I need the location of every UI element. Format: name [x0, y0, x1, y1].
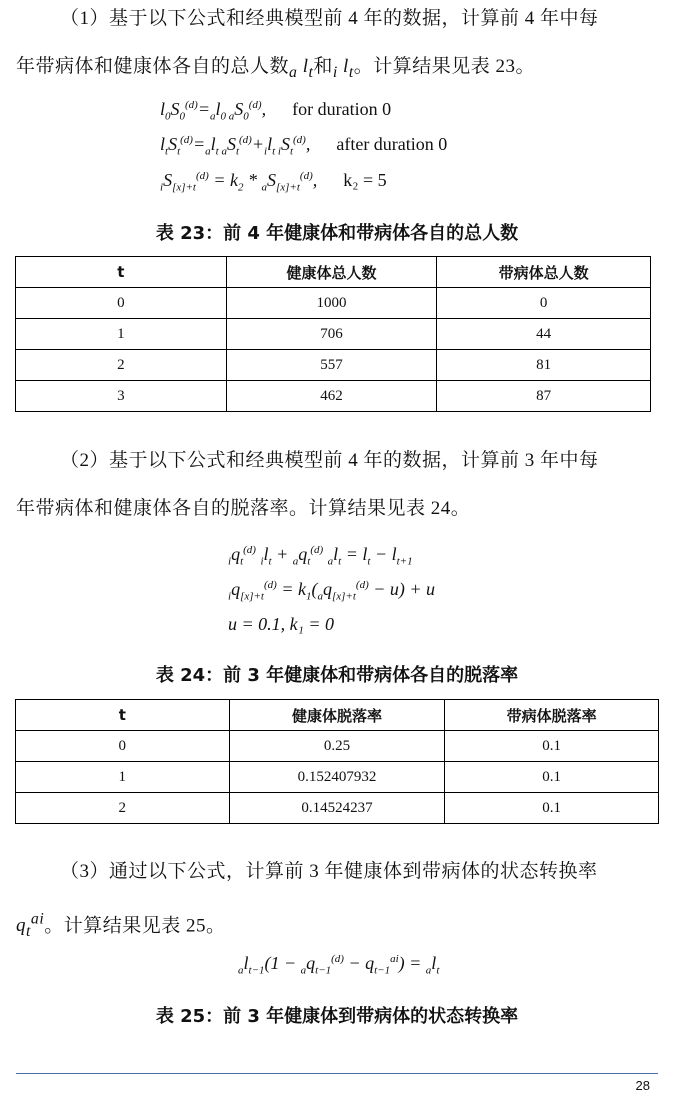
- table-cell: 462: [226, 381, 437, 412]
- column-header: 健康体脱落率: [229, 700, 445, 731]
- formula-6: u = 0.1, k₁ = 0: [228, 614, 335, 634]
- table-cell: 3: [16, 381, 227, 412]
- paragraph-text: （1）基于以下公式和经典模型前 4 年的数据，计算前 4 年中每: [60, 8, 599, 29]
- formula-4: $_iq_t^{(d)}$ $_il_t + _aq_t^{(d)}$ $_al_t = l_t - l_{t+1}$: [228, 544, 413, 568]
- formula-3: $_iS_{[x]+t}^{(d)} = k_2 * _aS_{[x]+t}^{(d)}$, k₂ = 5: [160, 170, 387, 194]
- table-24: [15, 699, 659, 824]
- table-row: [16, 350, 651, 381]
- formula-note: for duration 0: [292, 99, 392, 119]
- paragraph-3: （3）通过以下公式，计算前 3 年健康体到带病体的状态转换率 $q_t^{ai}$。计算结果见表 25。: [16, 861, 598, 941]
- table-caption: 表 24：前 3 年健康体和带病体各自的脱落率: [155, 665, 519, 686]
- table-cell: 0: [437, 288, 651, 319]
- table-row: [16, 793, 659, 824]
- table-caption: 表 25：前 3 年健康体到带病体的状态转换率: [155, 1006, 519, 1027]
- paragraph-text: （3）通过以下公式，计算前 3 年健康体到带病体的状态转换率: [60, 861, 598, 882]
- formula-2: $l_tS_t^{(d)}=_al_{t a}S_t^{(d)}+_il_{t i}S_t^{(d)}$, after duration 0: [160, 134, 448, 158]
- paragraph-1: （1）基于以下公式和经典模型前 4 年的数据，计算前 4 年中每 年带病体和健康体各自的总人数$_a$ $l_t$和$_i$ $l_t$。计算结果见表 23。: [16, 8, 599, 81]
- paragraph-text: （2）基于以下公式和经典模型前 4 年的数据，计算前 3 年中每: [60, 450, 599, 471]
- column-header: 健康体总人数: [226, 257, 437, 288]
- table-cell: 0: [16, 288, 227, 319]
- page-number: 28: [635, 1078, 650, 1093]
- table-cell: 81: [437, 350, 651, 381]
- table-row: [16, 731, 659, 762]
- paragraph-text: 。计算结果见表 23。: [353, 56, 535, 77]
- formula-7: $_al_{t-1}(1 - _aq_{t-1}^{(d)} - q_{t-1}^{ai}) = _al_t$: [238, 953, 440, 977]
- table-cell: 87: [437, 381, 651, 412]
- table-cell: 0: [16, 731, 230, 762]
- table-header-row: [16, 700, 659, 731]
- table-cell: 1: [16, 319, 227, 350]
- table-row: [16, 762, 659, 793]
- table-cell: 1: [16, 762, 230, 793]
- table-cell: 2: [16, 793, 230, 824]
- table-cell: 0.25: [229, 731, 445, 762]
- table-23: [15, 256, 651, 412]
- table-cell: 0.152407932: [229, 762, 445, 793]
- column-header: 带病体总人数: [437, 257, 651, 288]
- table-row: [16, 288, 651, 319]
- table-cell: 44: [437, 319, 651, 350]
- table-cell: 0.1: [445, 793, 659, 824]
- column-header: 带病体脱落率: [445, 700, 659, 731]
- table-cell: 2: [16, 350, 227, 381]
- column-header: t: [16, 700, 230, 731]
- paragraph-text: 年带病体和健康体各自的总人数: [16, 56, 290, 77]
- paragraph-2: [16, 437, 656, 533]
- table-row: [16, 319, 651, 350]
- table-row: [16, 381, 651, 412]
- paragraph-text: 。计算结果见表 25。: [44, 915, 226, 937]
- table-caption: 表 23：前 4 年健康体和带病体各自的总人数: [155, 223, 519, 244]
- table-cell: 557: [226, 350, 437, 381]
- table-cell: 1000: [226, 288, 437, 319]
- table-cell: 0.14524237: [229, 793, 445, 824]
- formula-note: k₂ = 5: [343, 170, 387, 190]
- formula-note: after duration 0: [336, 134, 448, 154]
- column-header: t: [16, 257, 227, 288]
- table-cell: 0.1: [445, 731, 659, 762]
- paragraph-text: 和: [313, 56, 333, 77]
- formula-5: $_iq_{[x]+t}^{(d)} = k_1(_aq_{[x]+t}^{(d)} - u) + u$: [228, 579, 436, 603]
- table-header-row: [16, 257, 651, 288]
- paragraph-text: 年带病体和健康体各自的脱落率。计算结果见表 24。: [16, 498, 471, 519]
- table-cell: 0.1: [445, 762, 659, 793]
- formula-1: $l_0S_0^{(d)}=_al_{0 a}S_0^{(d)}$, for duration 0: [160, 99, 392, 123]
- table-cell: 706: [226, 319, 437, 350]
- footer-divider: [16, 1073, 658, 1074]
